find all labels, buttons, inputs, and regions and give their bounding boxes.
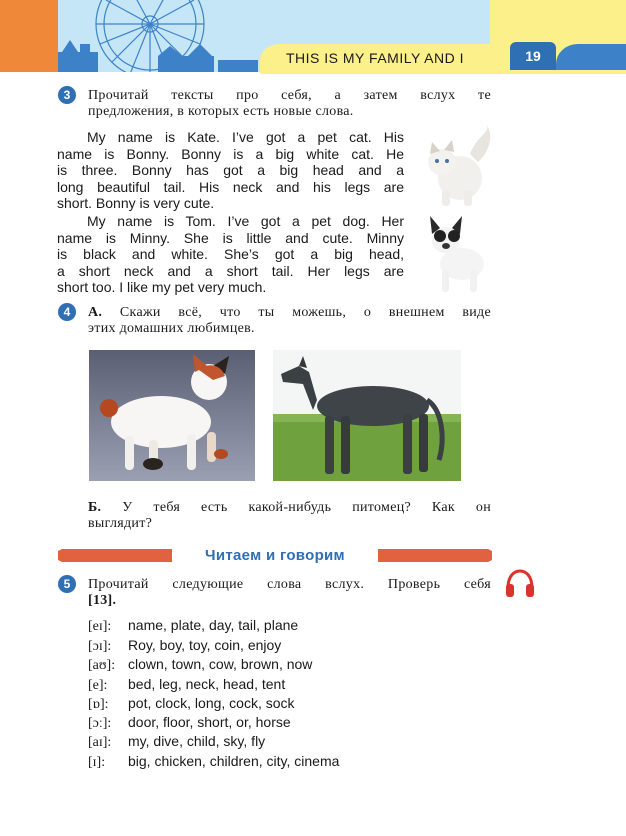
word-list: Roy, boy, toy, coin, enjoy: [128, 637, 282, 653]
tom-text: [57, 213, 404, 296]
exercise-4-part-a: [88, 305, 491, 337]
phonics-row: [88, 676, 285, 694]
sound-label: [eɪ]:: [88, 619, 112, 634]
header-blue-tab: [556, 44, 626, 70]
sound-label: [ɪ]:: [88, 755, 106, 770]
exercise-5-instruction: [88, 577, 491, 609]
instruction-line: Прочитай следующие слова вслух. Проверь себя: [88, 577, 491, 592]
instruction-line: Скажи всё, что ты можешь, о внешнем виде: [119, 305, 491, 320]
word-list: name, plate, day, tail, plane: [128, 617, 299, 633]
text-line: My name is Tom. I’ve got a pet dog. Her: [87, 213, 404, 229]
instruction-line: Прочитай тексты про себя, а затем вслух те: [88, 88, 491, 103]
phonics-row: [88, 695, 295, 713]
kate-text: [57, 129, 404, 212]
calico-cat-photo: [89, 350, 255, 481]
text-line: is black and white. She’s got a big head,: [57, 246, 404, 263]
sound-label: [ɒ]:: [88, 697, 109, 712]
word-list: pot, clock, long, cock, sock: [128, 695, 295, 711]
word-list: bed, leg, neck, head, tent: [128, 676, 286, 692]
phonics-row: [88, 656, 312, 674]
part-b-label: Б.: [88, 500, 102, 515]
sound-label: [e]:: [88, 678, 108, 693]
section-title: Читаем и говорим: [172, 546, 378, 566]
instruction-line: предложения, в которых есть новые слова.: [88, 104, 354, 119]
text-line: name is Bonny. Bonny is a big white cat. He: [57, 145, 404, 162]
phonics-row: [88, 617, 298, 635]
exercise-4-part-b: [88, 500, 491, 532]
french-bulldog-photo: [424, 214, 490, 296]
sound-label: [aʊ]:: [88, 658, 116, 673]
text-line: short too. I like my pet very much.: [57, 279, 267, 296]
phonics-row: [88, 714, 291, 732]
great-dane-photo: [273, 350, 461, 481]
phonics-row: [88, 637, 281, 655]
exercise-3-instruction: [88, 88, 491, 120]
page-number: 19: [510, 42, 556, 70]
instruction-line: У тебя есть какой-нибудь питомец? Как он: [122, 500, 492, 515]
unit-title: THIS IS MY FAMILY AND I: [286, 50, 464, 66]
exercise-5-badge: 5: [58, 575, 76, 593]
word-list: my, dive, child, sky, fly: [128, 733, 266, 749]
phonics-row: [88, 753, 339, 771]
word-list: door, floor, short, or, horse: [128, 714, 291, 730]
text-line: My name is Kate. I’ve got a pet cat. His: [87, 129, 404, 145]
text-line: long beautiful tail. His neck and his legs are: [57, 178, 404, 195]
white-cat-photo: [420, 124, 492, 208]
word-list: big, chicken, children, city, cinema: [128, 753, 340, 769]
headphones-icon[interactable]: [504, 568, 536, 598]
audio-reference: [13].: [88, 593, 117, 608]
instruction-line: выглядит?: [88, 516, 153, 531]
text-line: a short neck and a short tail. Her legs are: [57, 262, 404, 279]
text-line: is three. Bonny has got a big head and a: [57, 162, 404, 179]
text-line: name is Minny. She is little and cute. Minny: [57, 229, 404, 246]
text-line: short. Bonny is very cute.: [57, 195, 215, 212]
exercise-4-badge: 4: [58, 303, 76, 321]
sound-label: [ɔɪ]:: [88, 639, 112, 654]
phonics-row: [88, 733, 265, 751]
part-a-label: А.: [88, 305, 103, 320]
exercise-3-badge: 3: [58, 86, 76, 104]
word-list: clown, town, cow, brown, now: [128, 656, 313, 672]
instruction-line: этих домашних любимцев.: [88, 321, 255, 336]
header-orange-block: [0, 0, 58, 72]
sound-label: [aɪ]:: [88, 735, 112, 750]
sound-label: [ɔː]:: [88, 716, 112, 731]
